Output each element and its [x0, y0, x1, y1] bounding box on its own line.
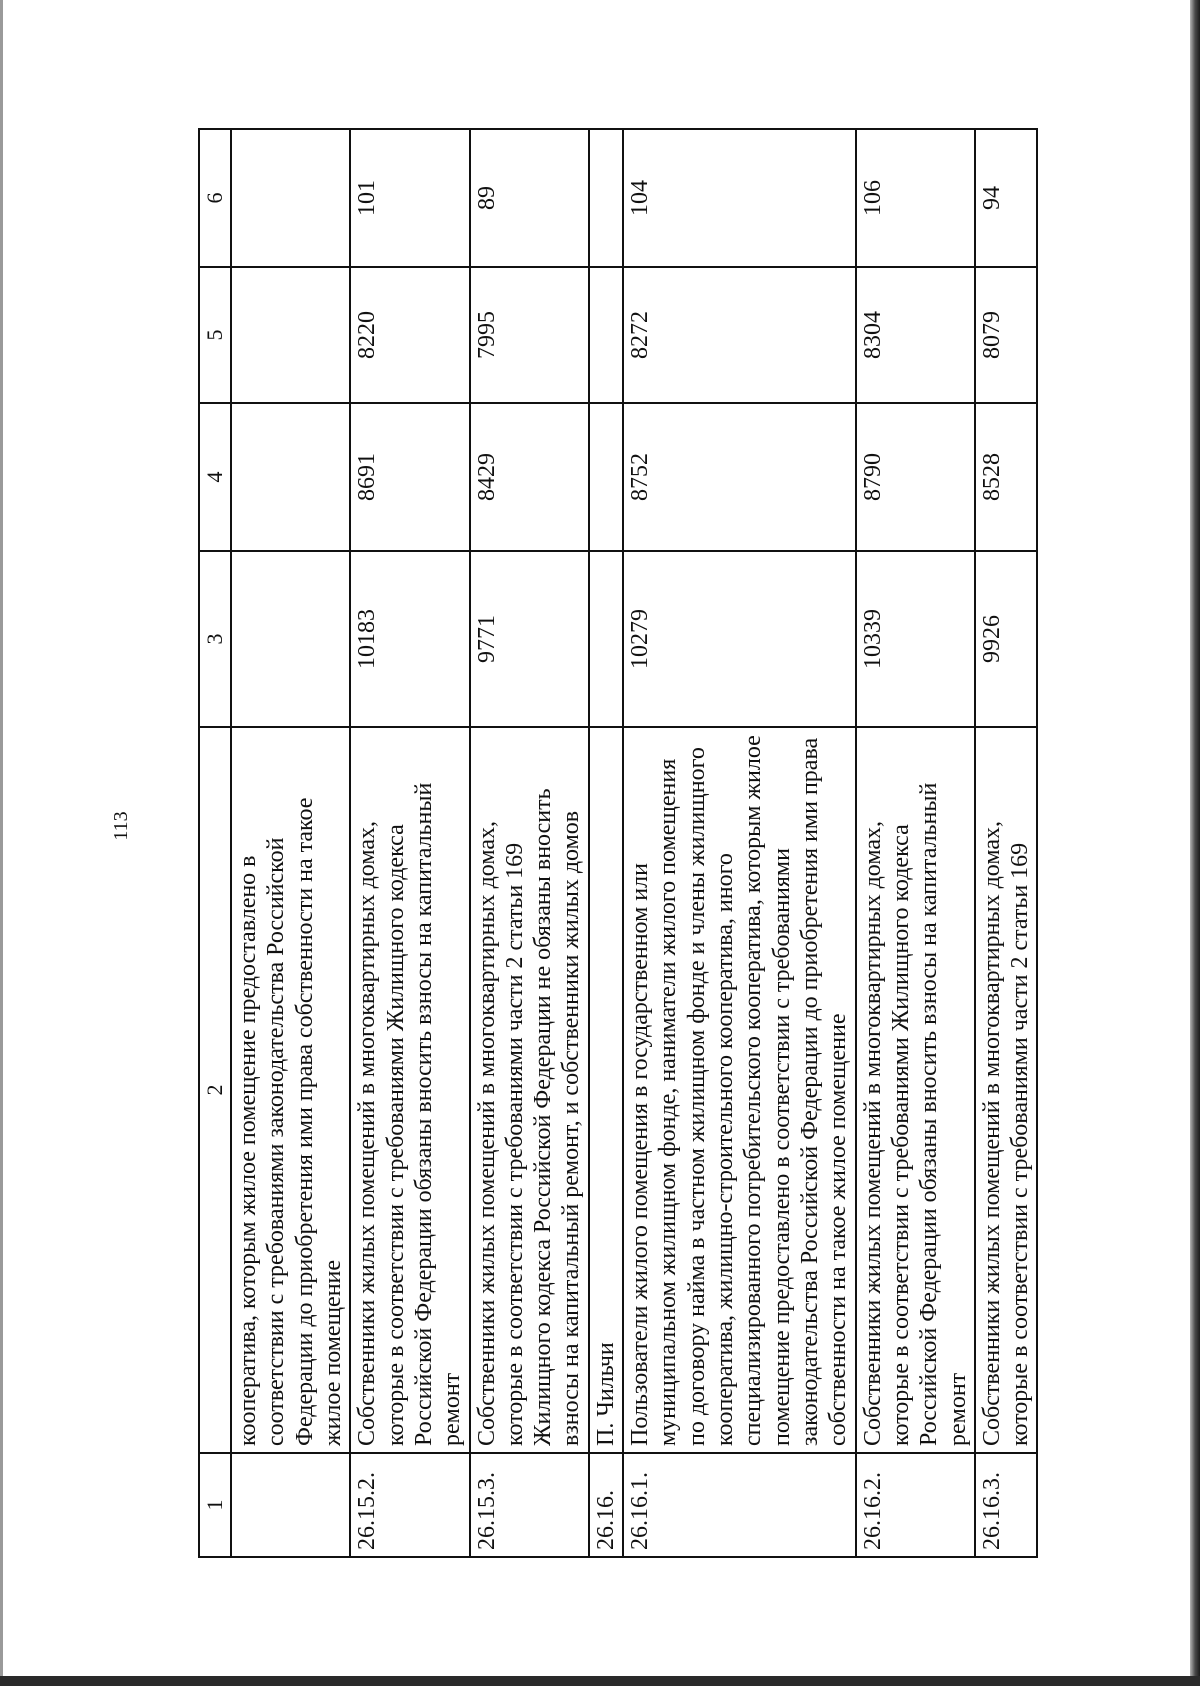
row-code: 26.15.3. — [470, 1453, 589, 1557]
row-description: П. Чильчи — [589, 727, 623, 1453]
row-description: Пользователи жилого помещения в государственном или муниципальном жилищном фонде, наниматели жилого помещения по договору найма в частном жилищном фонде и члены жилищного кооператива, жилищно-строительного кооператива, иного специализированного потребительского кооператива, которым жилое помещение предоставлено в соответствии с требованиями законодательства Российской Федерации до приобретения ими права собственности на такое жилое помещение — [623, 727, 856, 1453]
row-code: 26.16.3. — [975, 1453, 1038, 1557]
page-number: 113 — [110, 811, 132, 841]
row-col-6 — [589, 129, 623, 267]
row-col-3: 9771 — [470, 551, 589, 727]
header-col-3: 3 — [199, 551, 231, 727]
row-code: 26.16.1. — [623, 1453, 856, 1557]
table-row — [350, 129, 469, 1557]
row-col-4 — [589, 403, 623, 551]
row-col-3 — [589, 551, 623, 727]
row-col-4: 8691 — [350, 403, 469, 551]
row-col-5: 8272 — [623, 267, 856, 403]
row-col-4: 8790 — [856, 403, 975, 551]
row-col-3: 9926 — [975, 551, 1038, 727]
row-description: кооператива, которым жилое помещение предоставлено в соответствии с требованиями законодательства Российской Федерации до приобретения ими права собственности на такое жилое помещение — [231, 727, 350, 1453]
table-row — [589, 129, 623, 1557]
row-description: Собственники жилых помещений в многоквартирных домах, которые в соответствии с требованиями части 2 статьи 169 — [975, 727, 1038, 1453]
row-col-3: 10183 — [350, 551, 469, 727]
row-col-4: 8752 — [623, 403, 856, 551]
row-col-4: 8528 — [975, 403, 1038, 551]
row-description: Собственники жилых помещений в многоквартирных домах, которые в соответствии с требованиями Жилищного кодекса Российской Федерации обязаны вносить взносы на капитальный ремонт — [350, 727, 469, 1453]
tariff-table — [198, 128, 1038, 1558]
row-code: 26.16.2. — [856, 1453, 975, 1557]
row-col-3: 10279 — [623, 551, 856, 727]
row-col-4 — [231, 403, 350, 551]
header-col-4: 4 — [199, 403, 231, 551]
header-col-5: 5 — [199, 267, 231, 403]
row-code: 26.15.2. — [350, 1453, 469, 1557]
row-col-6: 104 — [623, 129, 856, 267]
table-row — [470, 129, 589, 1557]
row-col-6: 101 — [350, 129, 469, 267]
row-col-5: 8079 — [975, 267, 1038, 403]
row-col-4: 8429 — [470, 403, 589, 551]
row-col-3: 10339 — [856, 551, 975, 727]
header-col-6: 6 — [199, 129, 231, 267]
row-col-3 — [231, 551, 350, 727]
table-row — [623, 129, 856, 1557]
row-col-6 — [231, 129, 350, 267]
table-row — [856, 129, 975, 1557]
table-row — [231, 129, 350, 1557]
table-row — [975, 129, 1038, 1557]
row-col-5: 8220 — [350, 267, 469, 403]
header-col-1: 1 — [199, 1453, 231, 1557]
row-col-6: 94 — [975, 129, 1038, 267]
header-col-2: 2 — [199, 727, 231, 1453]
row-col-5 — [589, 267, 623, 403]
row-col-5: 7995 — [470, 267, 589, 403]
row-description: Собственники жилых помещений в многоквартирных домах, которые в соответствии с требованиями части 2 статьи 169 Жилищного кодекса Российской Федерации не обязаны вносить взносы на капитальный ремонт, и собственники жилых домов — [470, 727, 589, 1453]
row-code — [231, 1453, 350, 1557]
row-description: Собственники жилых помещений в многоквартирных домах, которые в соответствии с требованиями Жилищного кодекса Российской Федерации обязаны вносить взносы на капитальный ремонт — [856, 727, 975, 1453]
row-col-5: 8304 — [856, 267, 975, 403]
header-row — [199, 129, 231, 1557]
row-col-5 — [231, 267, 350, 403]
row-code: 26.16. — [589, 1453, 623, 1557]
row-col-6: 89 — [470, 129, 589, 267]
row-col-6: 106 — [856, 129, 975, 267]
